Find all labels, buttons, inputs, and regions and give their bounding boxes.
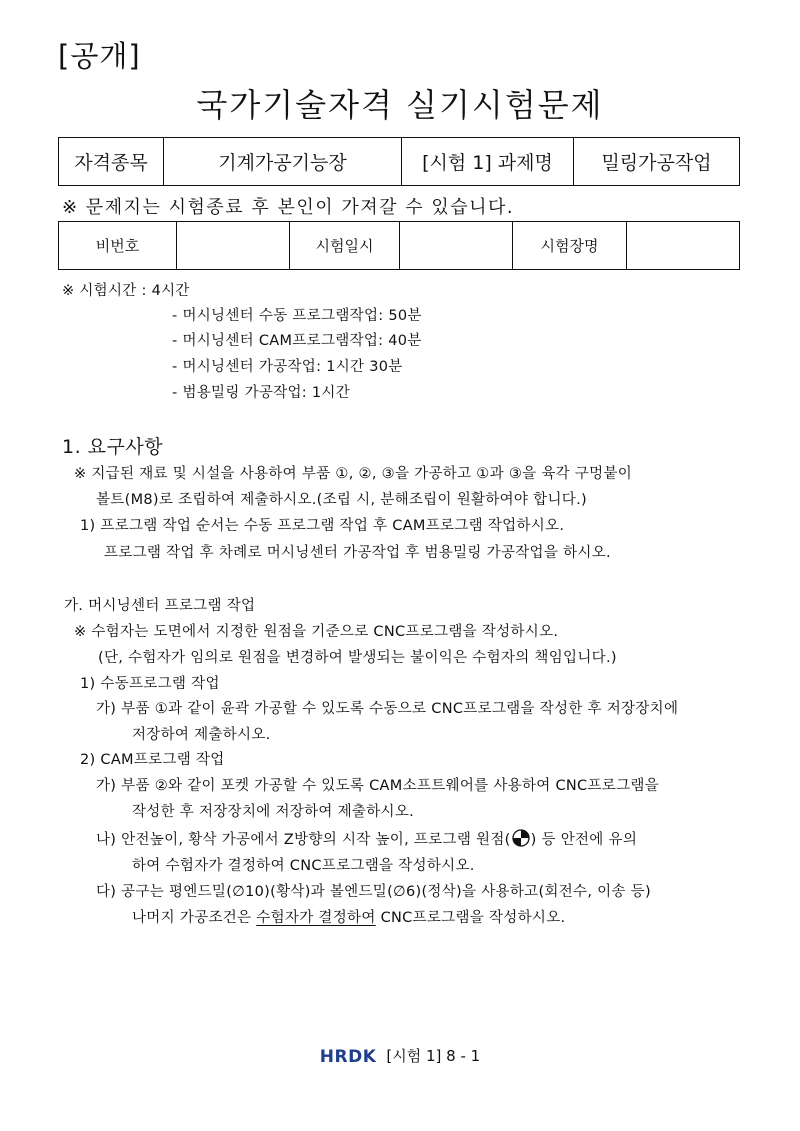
hrdk-logo: HRDK	[319, 1047, 377, 1067]
exam-date-field	[400, 222, 513, 270]
manual-program-item: 저장하여 제출하시오.	[132, 727, 271, 743]
cam-tool-text: CNC프로그램을 작성하시오.	[375, 910, 566, 926]
exam-time-label: ※ 시험시간 : 4시간	[62, 283, 190, 299]
cam-safety-text: 나) 안전높이, 황삭 가공에서 Z방향의 시작 높이, 프로그램 원점(	[96, 832, 511, 848]
cam-program-heading: 2) CAM프로그램 작업	[80, 752, 225, 768]
requirements-item: 1) 프로그램 작업 순서는 수동 프로그램 작업 후 CAM프로그램 작업하시오.	[80, 518, 565, 534]
cam-tool-text: 나머지 가공조건은	[132, 910, 257, 926]
manual-program-heading: 1) 수동프로그램 작업	[80, 676, 220, 692]
section-ga-note: (단, 수험자가 임의로 원점을 변경하여 발생되는 불이익은 수험자의 책임입니다.)	[98, 650, 617, 666]
document-title: 국가기술자격 실기시험문제	[196, 86, 604, 124]
qualification-table	[58, 137, 740, 186]
requirements-note: ※ 지급된 재료 및 시설을 사용하여 부품 ①, ②, ③을 가공하고 ①과 ③을 육각 구멍붙이	[74, 466, 633, 482]
exam-time-item: - 머시닝센터 수동 프로그램작업: 50분	[172, 308, 422, 324]
qual-type-value: 기계가공기능장	[164, 138, 402, 186]
exam-date-label: 시험일시	[290, 222, 400, 270]
cam-program-item: 하여 수험자가 결정하여 CNC프로그램을 작성하시오.	[132, 858, 475, 874]
page-footer	[0, 1045, 800, 1067]
cam-tool-underlined: 수험자가 결정하여	[256, 910, 376, 926]
test-task-label: [시험 1] 과제명	[402, 138, 574, 186]
cam-program-item: 다) 공구는 평엔드밀(∅10)(황삭)과 볼엔드밀(∅6)(정삭)을 사용하고(회전수, 이송 등)	[96, 884, 651, 900]
task-name-value: 밀링가공작업	[574, 138, 740, 186]
requirements-item: 프로그램 작업 후 차례로 머시닝센터 가공작업 후 범용밀링 가공작업을 하시오.	[104, 545, 611, 561]
page-number: [시험 1] 8 - 1	[386, 1047, 481, 1065]
notice-text: ※ 문제지는 시험종료 후 본인이 가져갈 수 있습니다.	[62, 197, 515, 218]
cam-safety-text: ) 등 안전에 유의	[530, 832, 638, 848]
section-ga-note: ※ 수험자는 도면에서 지정한 원점을 기준으로 CNC프로그램을 작성하시오.	[74, 624, 559, 640]
requirements-heading: 1. 요구사항	[62, 436, 164, 458]
manual-program-item: 가) 부품 ①과 같이 윤곽 가공할 수 있도록 수동으로 CNC프로그램을 작성한 후 저장장치에	[96, 701, 679, 717]
qual-type-label: 자격종목	[59, 138, 164, 186]
cam-program-item: 가) 부품 ②와 같이 포켓 가공할 수 있도록 CAM소프트웨어를 사용하여 CNC프로그램을	[96, 778, 660, 794]
cam-program-item	[96, 828, 637, 849]
document-tag: [공개]	[58, 39, 141, 73]
exam-place-label: 시험장명	[513, 222, 627, 270]
requirements-note: 볼트(M8)로 조립하여 제출하시오.(조립 시, 분해조립이 원활하여야 합니다.)	[96, 492, 587, 508]
number-label: 비번호	[59, 222, 177, 270]
candidate-table	[58, 221, 740, 270]
cam-program-item: 작성한 후 저장장치에 저장하여 제출하시오.	[132, 804, 415, 820]
program-origin-icon	[512, 829, 530, 847]
exam-time-item: - 머시닝센터 CAM프로그램작업: 40분	[172, 333, 422, 349]
number-field	[177, 222, 290, 270]
cam-program-item	[132, 906, 565, 927]
exam-time-item: - 머시닝센터 가공작업: 1시간 30분	[172, 359, 403, 375]
exam-time-item: - 범용밀링 가공작업: 1시간	[172, 385, 351, 401]
exam-place-field	[627, 222, 740, 270]
section-ga-heading: 가. 머시닝센터 프로그램 작업	[64, 598, 256, 614]
